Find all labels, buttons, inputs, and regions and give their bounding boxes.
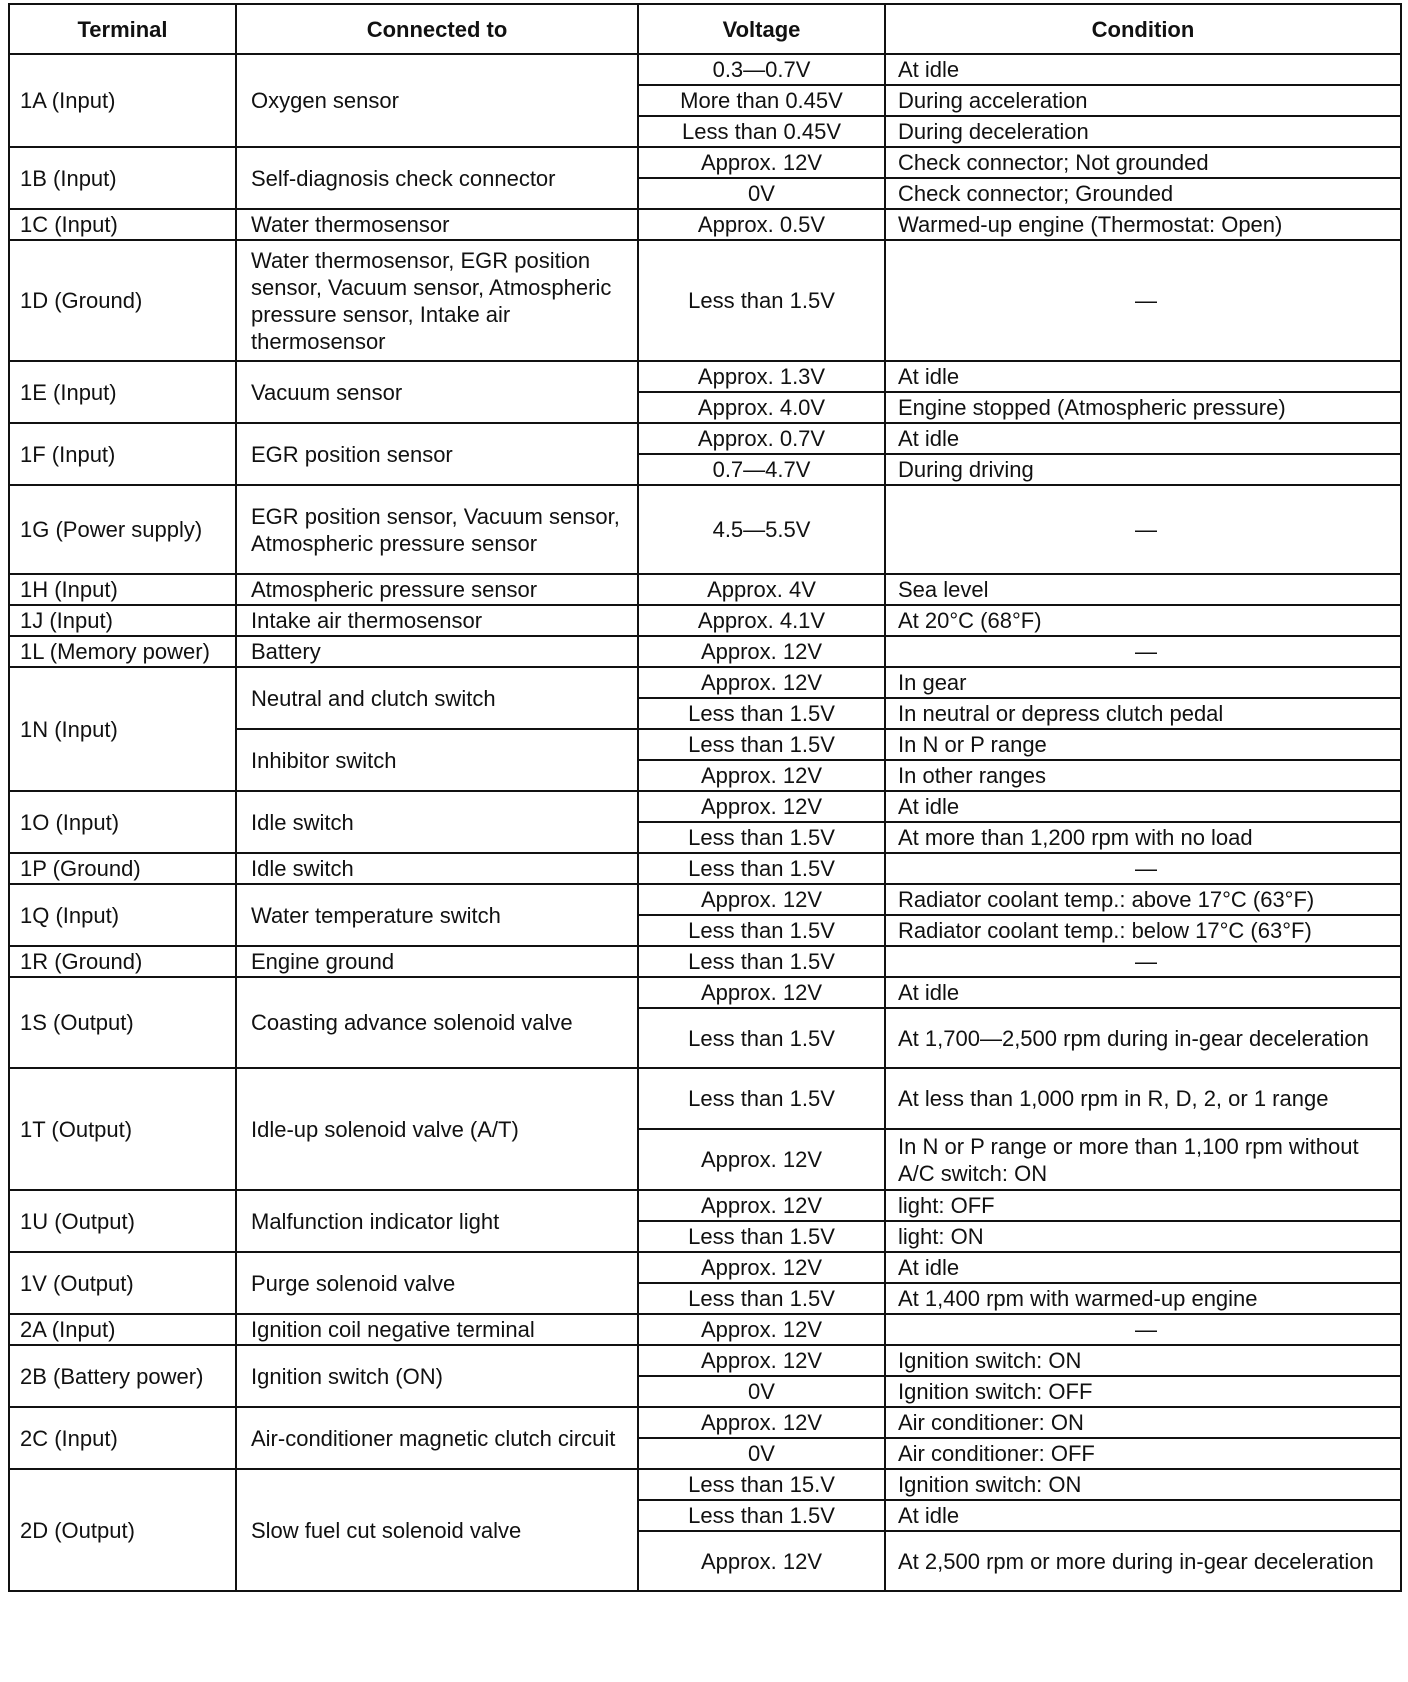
- condition-cell: Warmed-up engine (Thermostat: Open): [885, 209, 1401, 240]
- table-row: [9, 54, 1401, 85]
- voltage-cell: Approx. 4.0V: [638, 392, 885, 423]
- table-row: [9, 636, 1401, 667]
- terminal-cell: 1V (Output): [9, 1252, 236, 1314]
- table-row: [9, 1252, 1401, 1283]
- condition-cell: At 20°C (68°F): [885, 605, 1401, 636]
- voltage-cell: Less than 1.5V: [638, 1221, 885, 1252]
- table-row: [9, 240, 1401, 361]
- terminal-cell: 1S (Output): [9, 977, 236, 1068]
- condition-cell: Check connector; Not grounded: [885, 147, 1401, 178]
- terminal-cell: 1A (Input): [9, 54, 236, 147]
- voltage-cell: Less than 1.5V: [638, 1068, 885, 1129]
- condition-cell: Check connector; Grounded: [885, 178, 1401, 209]
- table-row: [9, 423, 1401, 454]
- table-row: [9, 574, 1401, 605]
- connected-to-cell: Water temperature switch: [236, 884, 638, 946]
- condition-cell: —: [885, 485, 1401, 574]
- voltage-cell: Approx. 4V: [638, 574, 885, 605]
- voltage-cell: Approx. 12V: [638, 147, 885, 178]
- connected-to-cell: Idle switch: [236, 853, 638, 884]
- header-terminal: Terminal: [9, 4, 236, 54]
- voltage-cell: Approx. 1.3V: [638, 361, 885, 392]
- voltage-cell: 0V: [638, 1376, 885, 1407]
- connected-to-cell: Idle switch: [236, 791, 638, 853]
- condition-cell: At idle: [885, 54, 1401, 85]
- table-row: [9, 605, 1401, 636]
- terminal-cell: 1C (Input): [9, 209, 236, 240]
- connected-to-cell: Oxygen sensor: [236, 54, 638, 147]
- voltage-cell: 0V: [638, 1438, 885, 1469]
- voltage-cell: Less than 1.5V: [638, 698, 885, 729]
- condition-cell: During driving: [885, 454, 1401, 485]
- condition-cell: light: OFF: [885, 1190, 1401, 1221]
- voltage-cell: Less than 15.V: [638, 1469, 885, 1500]
- voltage-cell: Approx. 12V: [638, 1345, 885, 1376]
- connected-to-cell: Slow fuel cut solenoid valve: [236, 1469, 638, 1591]
- terminal-cell: 1E (Input): [9, 361, 236, 423]
- voltage-cell: Less than 0.45V: [638, 116, 885, 147]
- voltage-cell: Approx. 12V: [638, 760, 885, 791]
- condition-cell: In N or P range: [885, 729, 1401, 760]
- connected-to-cell: Atmospheric pressure sensor: [236, 574, 638, 605]
- terminal-cell: 2A (Input): [9, 1314, 236, 1345]
- voltage-cell: Less than 1.5V: [638, 1008, 885, 1068]
- voltage-cell: 4.5—5.5V: [638, 485, 885, 574]
- table-row: [9, 791, 1401, 822]
- voltage-cell: 0V: [638, 178, 885, 209]
- connected-to-cell: Air-conditioner magnetic clutch circuit: [236, 1407, 638, 1469]
- table-row: [9, 977, 1401, 1008]
- terminal-cell: 1D (Ground): [9, 240, 236, 361]
- table-row: [9, 946, 1401, 977]
- condition-cell: Air conditioner: OFF: [885, 1438, 1401, 1469]
- terminal-cell: 2D (Output): [9, 1469, 236, 1591]
- condition-cell: —: [885, 636, 1401, 667]
- connected-to-cell: Ignition switch (ON): [236, 1345, 638, 1407]
- terminal-cell: 1N (Input): [9, 667, 236, 791]
- condition-cell: In neutral or depress clutch pedal: [885, 698, 1401, 729]
- voltage-cell: Less than 1.5V: [638, 915, 885, 946]
- condition-cell: Radiator coolant temp.: above 17°C (63°F): [885, 884, 1401, 915]
- condition-cell: In N or P range or more than 1,100 rpm without A/C switch: ON: [885, 1129, 1401, 1190]
- condition-cell: —: [885, 853, 1401, 884]
- condition-cell: Air conditioner: ON: [885, 1407, 1401, 1438]
- condition-cell: At idle: [885, 1252, 1401, 1283]
- condition-cell: —: [885, 946, 1401, 977]
- voltage-cell: Approx. 12V: [638, 1252, 885, 1283]
- header-voltage: Voltage: [638, 4, 885, 54]
- table-row: [9, 1345, 1401, 1376]
- voltage-cell: Approx. 0.5V: [638, 209, 885, 240]
- connected-to-cell: Idle-up solenoid valve (A/T): [236, 1068, 638, 1190]
- condition-cell: During acceleration: [885, 85, 1401, 116]
- voltage-cell: Approx. 12V: [638, 1407, 885, 1438]
- voltage-cell: Approx. 12V: [638, 977, 885, 1008]
- terminal-cell: 1L (Memory power): [9, 636, 236, 667]
- table-row: [9, 884, 1401, 915]
- voltage-cell: Approx. 12V: [638, 636, 885, 667]
- connected-to-cell: EGR position sensor, Vacuum sensor, Atmospheric pressure sensor: [236, 485, 638, 574]
- ecu-terminal-table: [8, 3, 1402, 1592]
- condition-cell: light: ON: [885, 1221, 1401, 1252]
- table-row: [9, 1469, 1401, 1500]
- connected-to-cell: Vacuum sensor: [236, 361, 638, 423]
- voltage-cell: 0.7—4.7V: [638, 454, 885, 485]
- table-row: [9, 147, 1401, 178]
- voltage-cell: Approx. 12V: [638, 1129, 885, 1190]
- table-row: [9, 1190, 1401, 1221]
- condition-cell: Engine stopped (Atmospheric pressure): [885, 392, 1401, 423]
- condition-cell: Ignition switch: ON: [885, 1345, 1401, 1376]
- voltage-cell: Less than 1.5V: [638, 729, 885, 760]
- condition-cell: —: [885, 240, 1401, 361]
- voltage-cell: Less than 1.5V: [638, 822, 885, 853]
- condition-cell: Sea level: [885, 574, 1401, 605]
- voltage-cell: Approx. 0.7V: [638, 423, 885, 454]
- header-condition: Condition: [885, 4, 1401, 54]
- condition-cell: In other ranges: [885, 760, 1401, 791]
- condition-cell: In gear: [885, 667, 1401, 698]
- connected-to-cell: Ignition coil negative terminal: [236, 1314, 638, 1345]
- connected-to-cell: Neutral and clutch switch: [236, 667, 638, 729]
- terminal-cell: 2B (Battery power): [9, 1345, 236, 1407]
- terminal-cell: 1U (Output): [9, 1190, 236, 1252]
- table-row: [9, 1068, 1401, 1129]
- terminal-cell: 1H (Input): [9, 574, 236, 605]
- terminal-cell: 1R (Ground): [9, 946, 236, 977]
- condition-cell: At 1,400 rpm with warmed-up engine: [885, 1283, 1401, 1314]
- terminal-cell: 1T (Output): [9, 1068, 236, 1190]
- connected-to-cell: Water thermosensor, EGR position sensor, Vacuum sensor, Atmospheric pressure sensor, Intake air thermosensor: [236, 240, 638, 361]
- terminal-cell: 1J (Input): [9, 605, 236, 636]
- voltage-cell: Less than 1.5V: [638, 1500, 885, 1531]
- condition-cell: At idle: [885, 361, 1401, 392]
- voltage-cell: 0.3—0.7V: [638, 54, 885, 85]
- condition-cell: At idle: [885, 1500, 1401, 1531]
- voltage-cell: Approx. 4.1V: [638, 605, 885, 636]
- terminal-cell: 1G (Power supply): [9, 485, 236, 574]
- connected-to-cell: Water thermosensor: [236, 209, 638, 240]
- connected-to-cell: Malfunction indicator light: [236, 1190, 638, 1252]
- condition-cell: Ignition switch: OFF: [885, 1376, 1401, 1407]
- voltage-cell: Approx. 12V: [638, 1314, 885, 1345]
- connected-to-cell: EGR position sensor: [236, 423, 638, 485]
- terminal-cell: 2C (Input): [9, 1407, 236, 1469]
- condition-cell: At 1,700—2,500 rpm during in-gear deceleration: [885, 1008, 1401, 1068]
- connected-to-cell: Intake air thermosensor: [236, 605, 638, 636]
- condition-cell: During deceleration: [885, 116, 1401, 147]
- condition-cell: At 2,500 rpm or more during in-gear deceleration: [885, 1531, 1401, 1591]
- voltage-cell: Less than 1.5V: [638, 853, 885, 884]
- condition-cell: At idle: [885, 977, 1401, 1008]
- table-row: [9, 1407, 1401, 1438]
- condition-cell: Radiator coolant temp.: below 17°C (63°F): [885, 915, 1401, 946]
- connected-to-cell: Engine ground: [236, 946, 638, 977]
- connected-to-cell: Self-diagnosis check connector: [236, 147, 638, 209]
- voltage-cell: Less than 1.5V: [638, 1283, 885, 1314]
- condition-cell: At idle: [885, 791, 1401, 822]
- voltage-cell: Approx. 12V: [638, 884, 885, 915]
- terminal-cell: 1B (Input): [9, 147, 236, 209]
- table-row: [9, 1314, 1401, 1345]
- terminal-cell: 1O (Input): [9, 791, 236, 853]
- table-row: [9, 853, 1401, 884]
- voltage-cell: More than 0.45V: [638, 85, 885, 116]
- condition-cell: —: [885, 1314, 1401, 1345]
- terminal-cell: 1P (Ground): [9, 853, 236, 884]
- connected-to-cell: Battery: [236, 636, 638, 667]
- voltage-cell: Approx. 12V: [638, 667, 885, 698]
- voltage-cell: Approx. 12V: [638, 791, 885, 822]
- terminal-cell: 1F (Input): [9, 423, 236, 485]
- table-row: [9, 209, 1401, 240]
- condition-cell: At more than 1,200 rpm with no load: [885, 822, 1401, 853]
- header-connected-to: Connected to: [236, 4, 638, 54]
- condition-cell: At idle: [885, 423, 1401, 454]
- connected-to-cell: Purge solenoid valve: [236, 1252, 638, 1314]
- table-body: [9, 54, 1401, 1591]
- voltage-cell: Approx. 12V: [638, 1190, 885, 1221]
- connected-to-cell: Coasting advance solenoid valve: [236, 977, 638, 1068]
- table-row: [9, 667, 1401, 698]
- condition-cell: Ignition switch: ON: [885, 1469, 1401, 1500]
- table-row: [9, 361, 1401, 392]
- voltage-cell: Less than 1.5V: [638, 946, 885, 977]
- voltage-cell: Approx. 12V: [638, 1531, 885, 1591]
- terminal-cell: 1Q (Input): [9, 884, 236, 946]
- connected-to-cell: Inhibitor switch: [236, 729, 638, 791]
- table-row: [9, 485, 1401, 574]
- voltage-cell: Less than 1.5V: [638, 240, 885, 361]
- condition-cell: At less than 1,000 rpm in R, D, 2, or 1 range: [885, 1068, 1401, 1129]
- table-header-row: [9, 4, 1401, 54]
